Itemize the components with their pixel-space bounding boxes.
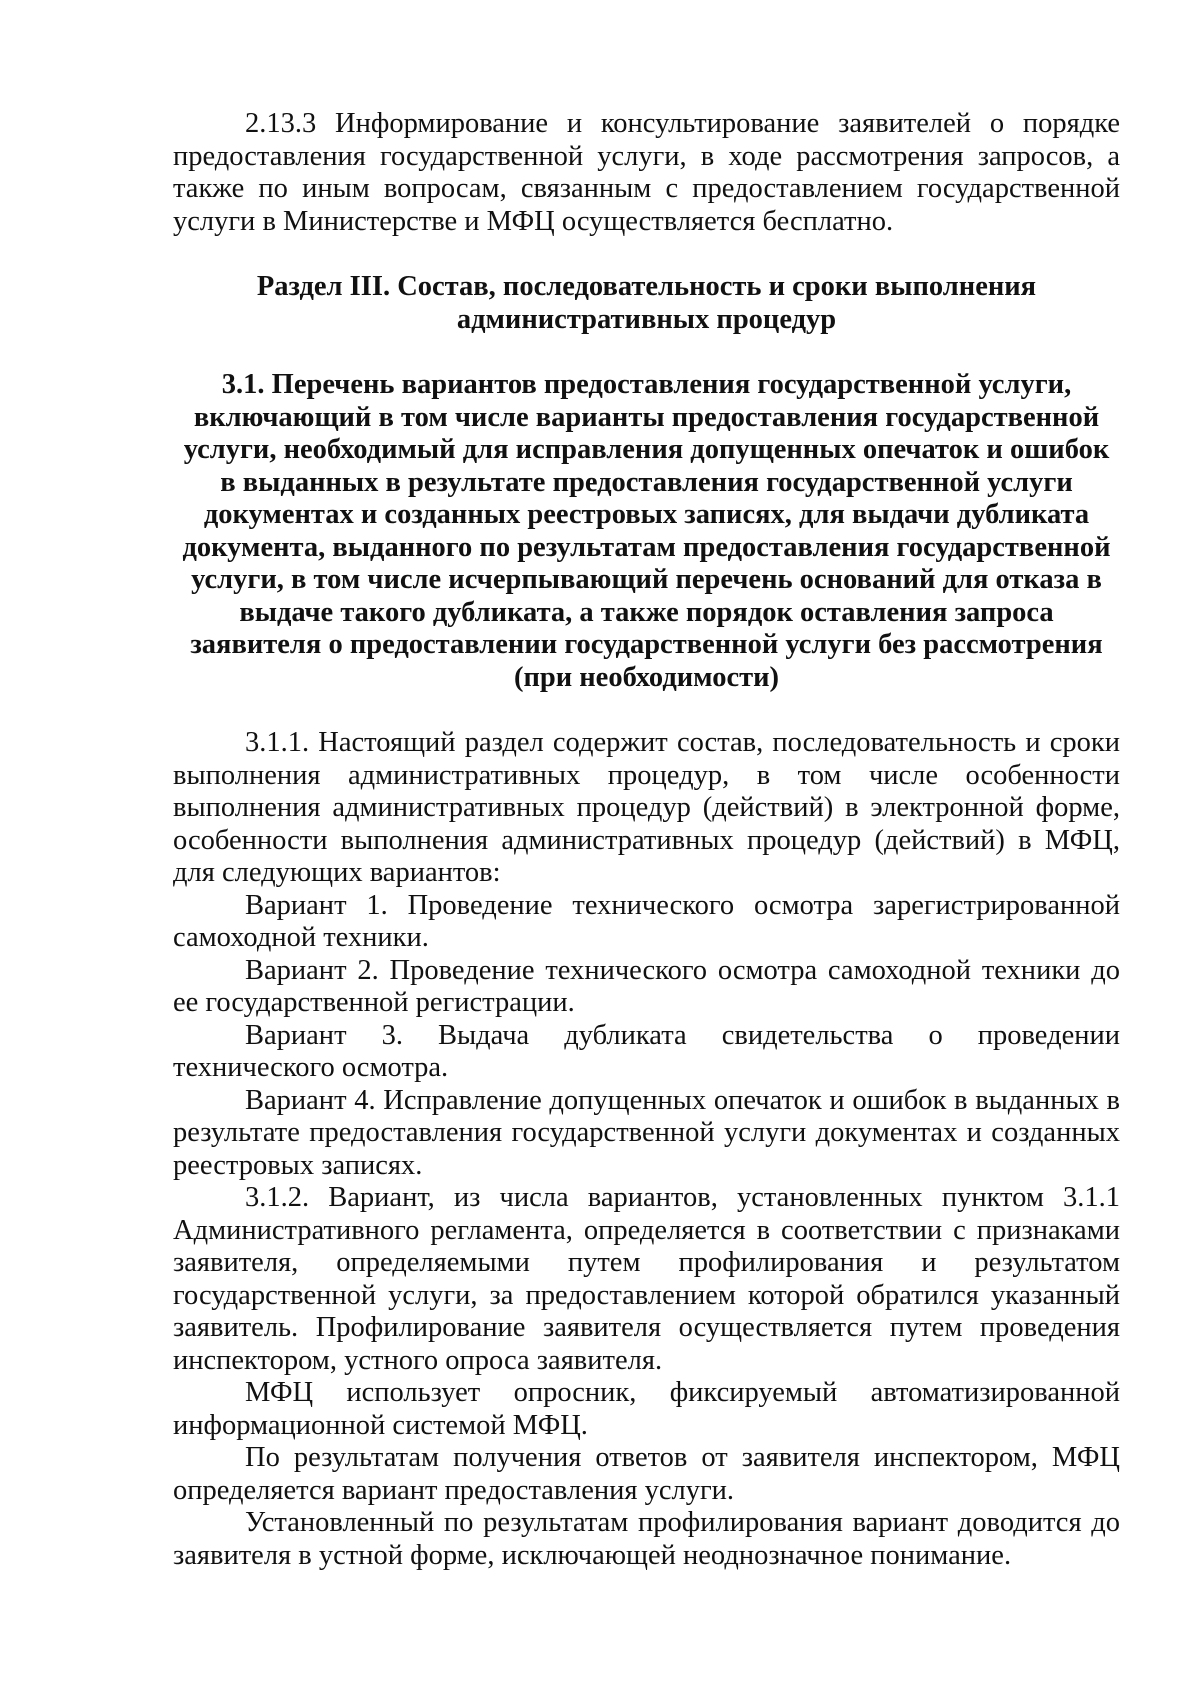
paragraph-3-1-2: 3.1.2. Вариант, из числа вариантов, установленных пунктом 3.1.1 Административного регламента, определяется в соответствии с признаками заявителя, определяемыми путем профилирования и результатом государственной услуги, за предоставлением которой обратился указанный заявитель. Профилирование заявителя осуществляется путем проведения инспектором, устного опроса заявителя.	[173, 1182, 1120, 1376]
paragraph-mfc-answers: По результатам получения ответов от заявителя инспектором, МФЦ определяется вариант предоставления услуги.	[173, 1442, 1120, 1506]
document-page	[173, 108, 1120, 1572]
paragraph-mfc-questionnaire: МФЦ использует опросник, фиксируемый автоматизированной информационной системой МФЦ.	[173, 1377, 1120, 1441]
paragraph-2-13-3: 2.13.3 Информирование и консультирование заявителей о порядке предоставления государственной услуги, в ходе рассмотрения запросов, а также по иным вопросам, связанным с предоставлением государственной услуги в Министерстве и МФЦ осуществляется бесплатно.	[173, 108, 1120, 237]
subsection-heading-3-1: 3.1. Перечень вариантов предоставления государственной услуги, включающий в том числе варианты предоставления государственной услуги, необходимый для исправления допущенных опечаток и ошибок в выданных в результате предоставления государственной услуги документах и созданных реестровых записях, для выдачи дубликата документа, выданного по результатам предоставления государственной услуги, в том числе исчерпывающий перечень оснований для отказа в выдаче такого дубликата, а также порядок оставления запроса заявителя о предоставлении государственной услуги без рассмотрения (при необходимости)	[182, 369, 1111, 693]
variant-2-item: Вариант 2. Проведение технического осмотра самоходной техники до ее государственной регистрации.	[173, 954, 1120, 1018]
variant-4-item: Вариант 4. Исправление допущенных опечаток и ошибок в выданных в результате предоставления государственной услуги документах и созданных реестровых записях.	[173, 1084, 1120, 1181]
paragraph-established-variant: Установленный по результатам профилирования вариант доводится до заявителя в устной форме, исключающей неоднозначное понимание.	[173, 1507, 1120, 1571]
section-heading: Раздел III. Состав, последовательность и сроки выполнения административных процедур	[256, 271, 1037, 335]
variant-3-item: Вариант 3. Выдача дубликата свидетельства о проведении технического осмотра.	[173, 1019, 1120, 1083]
paragraph-3-1-1: 3.1.1. Настоящий раздел содержит состав, последовательность и сроки выполнения административных процедур, в том числе особенности выполнения административных процедур (действий) в электронной форме, особенности выполнения административных процедур (действий) в МФЦ, для следующих вариантов:	[173, 727, 1120, 888]
variant-1-item: Вариант 1. Проведение технического осмотра зарегистрированной самоходной техники.	[173, 889, 1120, 953]
